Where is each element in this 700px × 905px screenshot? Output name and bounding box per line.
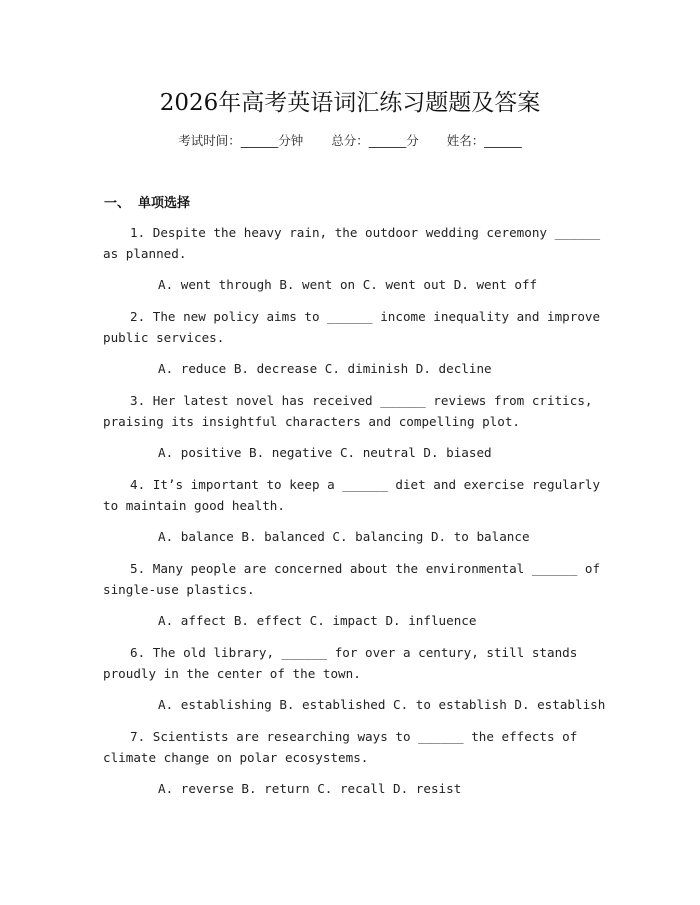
question-1-options: A. went through B. went on C. went out D. went off (158, 277, 538, 292)
student-name-field: 姓名：______ (446, 133, 522, 148)
question-4-options: A. balance B. balanced C. balancing D. to balance (158, 529, 530, 544)
question-5: 5. Many people are concerned about the environmental ______ of single-use plastics. (103, 561, 601, 597)
question-1: 1. Despite the heavy rain, the outdoor wedding ceremony ______ as planned. (103, 225, 601, 261)
question-3-options: A. positive B. negative C. neutral D. biased (158, 445, 492, 460)
section-number: 一、 (104, 196, 131, 211)
question-2: 2. The new policy aims to ______ income inequality and improve public services. (103, 309, 601, 345)
total-score-field: 总分：______分 (331, 133, 419, 148)
document-title: 2026年高考英语词汇练习题题及答案 (159, 90, 541, 116)
section-title: 单项选择 (138, 196, 191, 211)
question-6-options: A. establishing B. established C. to establish D. establish (158, 697, 606, 712)
question-2-options: A. reduce B. decrease C. diminish D. decline (158, 361, 492, 376)
question-4: 4. It’s important to keep a ______ diet and exercise regularly to maintain good health. (103, 477, 601, 513)
question-6: 6. The old library, ______ for over a century, still stands proudly in the center of the town. (103, 645, 578, 681)
exam-info-line (0, 131, 700, 149)
question-3: 3. Her latest novel has received ______ reviews from critics, praising its insightful characters and compelling plot. (103, 393, 593, 429)
section-heading (104, 192, 190, 211)
question-7-options: A. reverse B. return C. recall D. resist (158, 781, 462, 796)
exam-time-field: 考试时间：______分钟 (178, 133, 304, 148)
question-5-options: A. affect B. effect C. impact D. influence (158, 613, 477, 628)
question-7: 7. Scientists are researching ways to ______ the effects of climate change on polar ecosystems. (103, 729, 578, 765)
